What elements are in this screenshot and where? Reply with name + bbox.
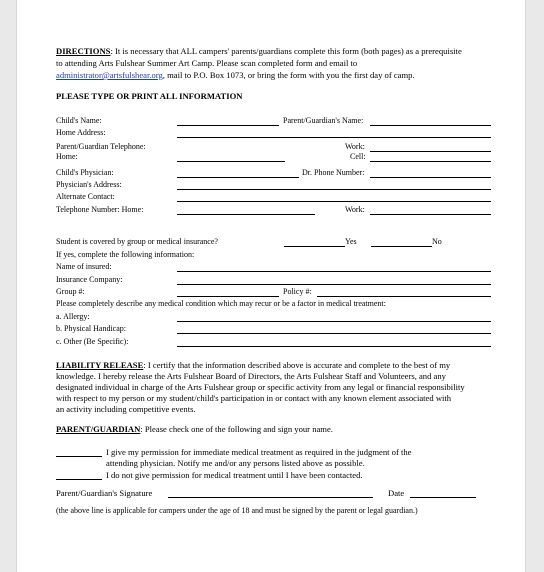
alternate-contact-field[interactable] [177, 201, 491, 202]
parent-name-label: Parent/Guardian's Name: [283, 116, 364, 125]
handicap-field[interactable] [177, 333, 491, 334]
guardian-heading: PARENT/GUARDIAN [56, 424, 141, 434]
directions-line-2: to attending Arts Fulshear Summer Art Camp. Please scan completed form and email to [56, 58, 358, 68]
dr-phone-label: Dr. Phone Number: [302, 168, 365, 177]
date-field[interactable] [410, 497, 476, 498]
home-address-field[interactable] [177, 137, 491, 138]
work2-label: Work: [345, 205, 365, 214]
group-field[interactable] [177, 296, 279, 297]
signature-note: (the above line is applicable for campers under the age of 18 and must be signed by the parent or legal guardian.) [56, 506, 418, 515]
liability-line-5: an activity including competitive events. [56, 404, 196, 414]
childs-name-field[interactable] [177, 125, 279, 126]
no-permission-check-field[interactable] [56, 479, 102, 480]
liability-line-1: LIABILITY RELEASE: I certify that the information described above is accurate and complete to the best of my [56, 360, 451, 370]
home-phone-field[interactable] [177, 161, 285, 162]
physician-address-label: Physician's Address: [56, 180, 122, 189]
directions-heading: DIRECTIONS [56, 46, 111, 56]
permission-option-2: I do not give permission for medical treatment until I have been contacted. [106, 470, 363, 480]
insurance-question: Student is covered by group or medical insurance? [56, 237, 218, 246]
signature-field[interactable] [168, 497, 373, 498]
policy-field[interactable] [317, 296, 491, 297]
email-link[interactable]: administrator@artsfulshear.org [56, 70, 163, 80]
alt-work-phone-field[interactable] [370, 214, 491, 215]
insurance-yes-field[interactable] [284, 246, 345, 247]
dr-phone-field[interactable] [370, 177, 491, 178]
insurance-no-label: No [432, 237, 442, 246]
permission-check-field[interactable] [56, 456, 102, 457]
alternate-contact-label: Alternate Contact: [56, 192, 115, 201]
telephone-home-label: Telephone Number: Home: [56, 205, 144, 214]
other-label: c. Other (Be Specific): [56, 337, 129, 346]
insurance-company-label: Insurance Company: [56, 275, 123, 284]
liability-line-2: knowledge. I hereby release the Arts Fulshear Board of Directors, the Arts Fulshear Staff and Volunteers, and any [56, 371, 446, 381]
insurance-company-field[interactable] [177, 284, 491, 285]
liability-line-3: designated individual in charge of the Arts Fulshear group or specific activity from any legal or financial responsibility [56, 382, 465, 392]
childs-physician-field[interactable] [177, 177, 299, 178]
allergy-label: a. Allergy: [56, 312, 90, 321]
alt-home-phone-field[interactable] [177, 214, 315, 215]
name-of-insured-field[interactable] [177, 271, 491, 272]
name-of-insured-label: Name of insured: [56, 262, 112, 271]
home-label: Home: [56, 152, 78, 161]
insurance-no-field[interactable] [371, 246, 432, 247]
if-yes-text: If yes, complete the following information: [56, 250, 195, 259]
directions-line-1: DIRECTIONS: It is necessary that ALL campers' parents/guardians complete this form (both pages) as a prerequisite [56, 46, 462, 56]
handicap-label: b. Physical Handicap: [56, 324, 126, 333]
childs-name-label: Child's Name: [56, 116, 102, 125]
parent-tel-label: Parent/Guardian Telephone: [56, 142, 146, 151]
liability-heading: LIABILITY RELEASE [56, 360, 144, 370]
work-phone-field[interactable] [370, 151, 491, 152]
parent-name-field[interactable] [370, 125, 491, 126]
home-address-label: Home Address: [56, 128, 106, 137]
guardian-line: PARENT/GUARDIAN: Please check one of the following and sign your name. [56, 424, 333, 434]
form-page [16, 0, 526, 572]
directions-line-3: administrator@artsfulshear.org, mail to P.O. Box 1073, or bring the form with you the first day of camp. [56, 70, 415, 80]
childs-physician-label: Child's Physician: [56, 168, 114, 177]
work-label: Work: [345, 142, 365, 151]
liability-line-4: with respect to my person or my student/child's participation in or contact with any known element associated with [56, 393, 452, 403]
signature-label: Parent/Guardian's Signature [56, 488, 153, 498]
policy-label: Policy #: [283, 287, 312, 296]
permission-option-1a: I give my permission for immediate medical treatment as required in the judgment of the [106, 447, 412, 457]
other-condition-field[interactable] [177, 346, 491, 347]
permission-option-1b: attending physician. Notify me and/or any persons listed above as possible. [106, 458, 365, 468]
cell-label: Cell: [350, 152, 366, 161]
allergy-field[interactable] [177, 321, 491, 322]
info-heading: PLEASE TYPE OR PRINT ALL INFORMATION [56, 91, 243, 101]
describe-condition-text: Please completely describe any medical condition which may recur or be a factor in medical treatment: [56, 299, 386, 308]
insurance-yes-label: Yes [345, 237, 357, 246]
cell-phone-field[interactable] [370, 161, 491, 162]
physician-address-field[interactable] [177, 189, 491, 190]
group-label: Group #: [56, 287, 85, 296]
date-label: Date [388, 488, 405, 498]
